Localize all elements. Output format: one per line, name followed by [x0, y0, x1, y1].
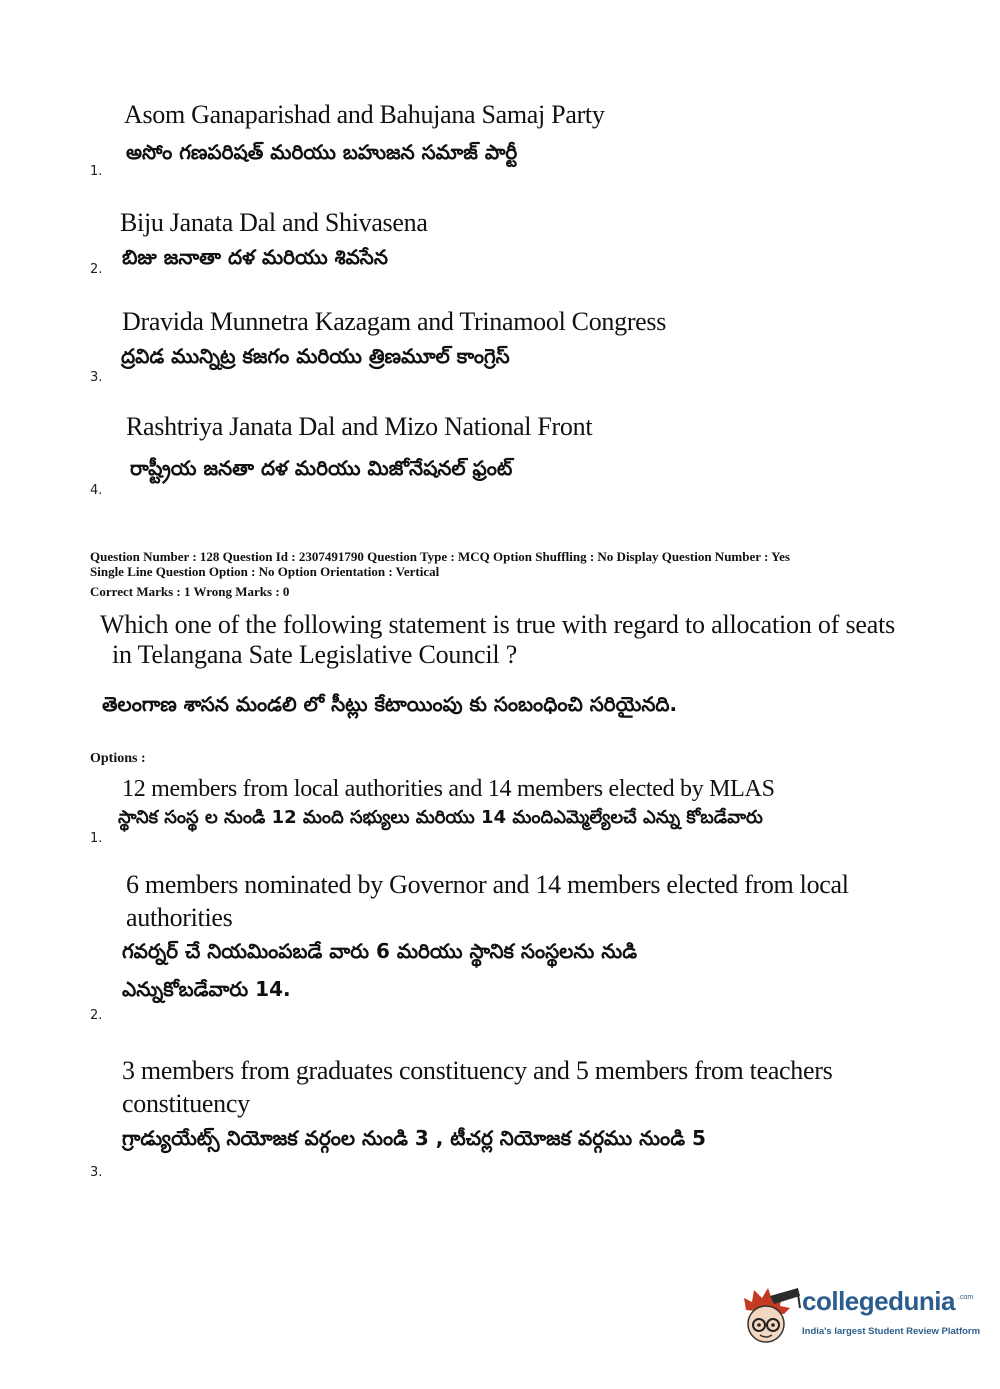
option-1-english: 12 members from local authorities and 14 members elected by MLAS [122, 776, 775, 802]
brand-suffix: .com [958, 1294, 974, 1301]
prev-option-4-english: Rashtriya Janata Dal and Mizo National Front [126, 412, 593, 441]
option-1-telugu: స్థానిక సంస్థ ల నుండి 12 మంది సభ్యులు మరియు 14 మందిఎమ్మెల్యేలచే ఎన్ను కోబడేవారు [118, 807, 763, 828]
option-2-telugu-line1: గవర్నర్ చే నియమింపబడే వారు 6 మరియు స్థానిక సంస్థలను నుడి [122, 939, 638, 963]
prev-option-2-english: Biju Janata Dal and Shivasena [120, 208, 428, 237]
prev-option-1-telugu: అసోం గణపరిషత్ మరియు బహుజన సమాజ్ పార్టీ [126, 140, 518, 164]
prev-option-1-english: Asom Ganaparishad and Bahujana Samaj Party [124, 100, 605, 129]
brand-tagline: India's largest Student Review Platform [802, 1326, 981, 1337]
option-2-english-line2: authorities [126, 903, 233, 932]
prev-option-3-number: 3. [90, 370, 103, 385]
option-3-number: 3. [90, 1165, 103, 1180]
prev-option-3-telugu: ద్రవిడ మున్నిట్ర కజగం మరియు త్రిణమూల్ కాంగ్రెస్ [121, 344, 510, 368]
prev-option-2-telugu: బిజు జనాతా దళ మరియు శివసేన [122, 245, 388, 269]
question-marks: Correct Marks : 1 Wrong Marks : 0 [90, 584, 290, 599]
prev-option-3-english: Dravida Munnetra Kazagam and Trinamool Congress [122, 307, 667, 336]
options-label: Options : [90, 751, 146, 766]
mascot-icon [740, 1282, 802, 1350]
question-text-telugu: తెలంగాణ శాసన మండలి లో సీట్లు కేటాయింపు కు సంబంధించి సరియైనది. [102, 692, 678, 716]
question-text-line1: Which one of the following statement is true with regard to allocation of seats [100, 610, 896, 639]
option-3-english-line2: constituency [122, 1089, 250, 1118]
question-meta-line1: Question Number : 128 Question Id : 2307491790 Question Type : MCQ Option Shuffling : No Display Question Number : Yes [90, 549, 790, 564]
prev-option-1-number: 1. [90, 164, 103, 179]
question-text-line2: in Telangana Sate Legislative Council ? [112, 640, 518, 669]
option-3-english-line1: 3 members from graduates constituency and 5 members from teachers [122, 1056, 833, 1085]
prev-option-4-telugu: రాష్ట్రీయ జనతా దళ మరియు మిజోనేషనల్ ఫ్రంట్ [130, 456, 513, 480]
option-3-telugu-line1: గ్రాడ్యుయేట్స్ నియోజక వర్గంల నుండి 3 , టీచర్ల నియోజక వర్గము నుండి 5 [122, 1126, 706, 1150]
question-meta-line2: Single Line Question Option : No Option Orientation : Vertical [90, 564, 440, 579]
option-2-number: 2. [90, 1008, 103, 1023]
prev-option-2-number: 2. [90, 262, 103, 277]
option-1-number: 1. [90, 831, 103, 846]
collegedunia-logo [740, 1282, 981, 1350]
prev-option-4-number: 4. [90, 483, 103, 498]
brand-name: collegedunia [802, 1286, 955, 1316]
option-2-telugu-line2: ఎన్నుకోబడేవారు 14. [122, 977, 291, 1001]
option-2-english-line1: 6 members nominated by Governor and 14 members elected from local [126, 870, 849, 899]
